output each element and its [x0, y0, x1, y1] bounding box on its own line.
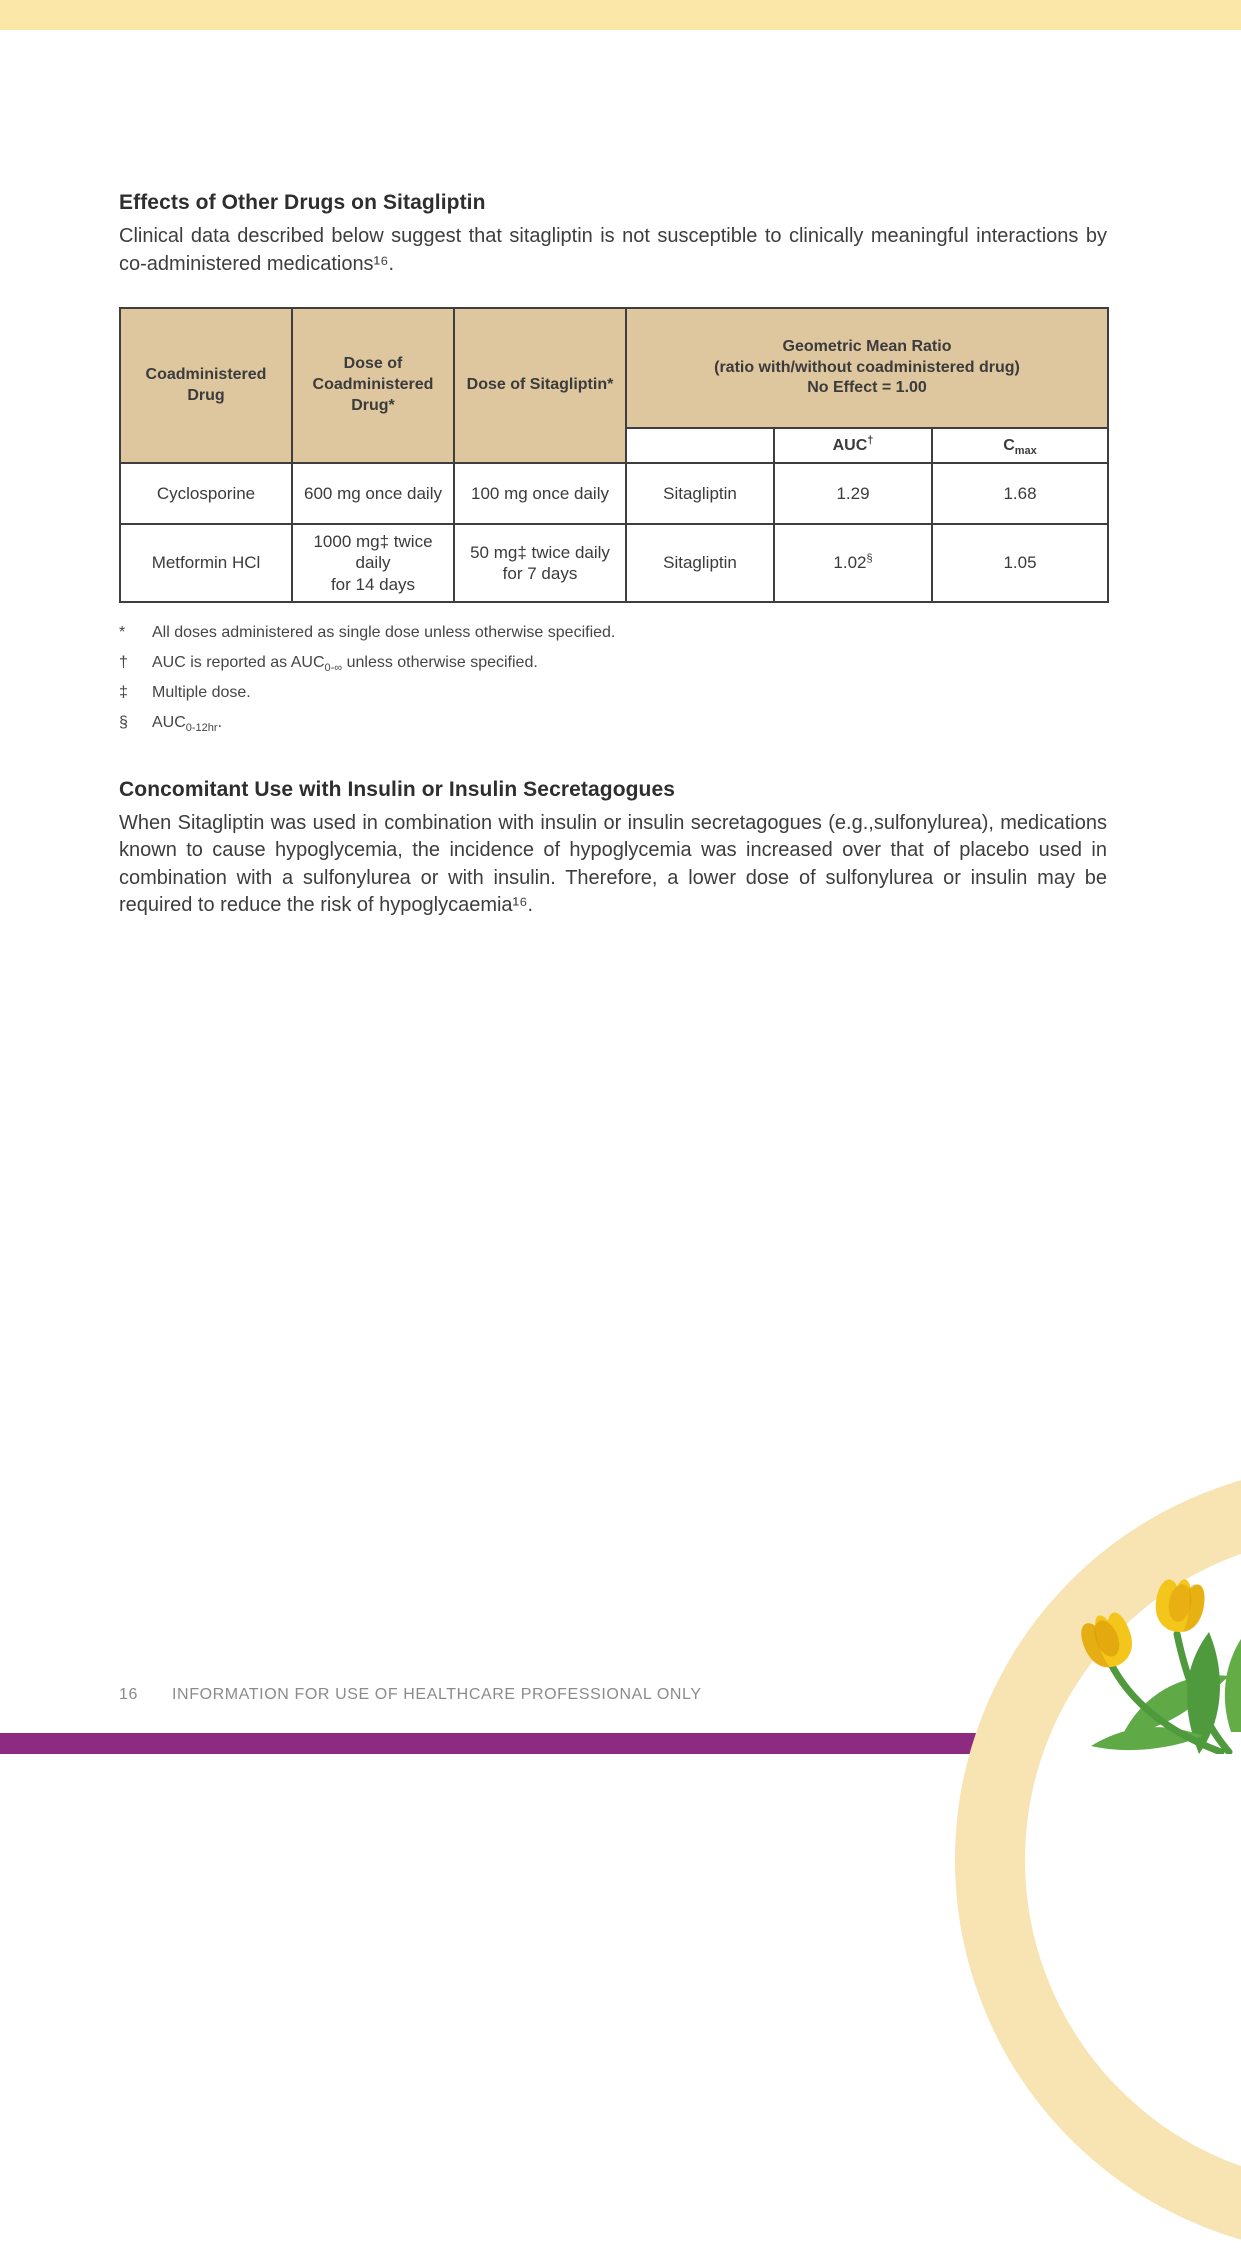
- auc-value-symbol: §: [866, 552, 873, 565]
- cell-analyte: Sitagliptin: [626, 524, 774, 602]
- top-banner: [0, 0, 1241, 30]
- subheader-cmax: [932, 428, 1108, 463]
- footnote-text-sub: 0-12hr: [185, 721, 218, 734]
- section1-paragraph: Clinical data described below suggest that sitagliptin is not susceptible to clinically meaningful interactions by co-administered medications¹⁶.: [119, 225, 1107, 275]
- tulips-illustration: [941, 1484, 1241, 1754]
- auc-label: AUC: [832, 436, 868, 454]
- footnote-symbol: †: [119, 653, 128, 671]
- header-dose-coadministered: Dose of Coadministered Drug*: [292, 308, 454, 463]
- subheader-empty-cell: [626, 428, 774, 463]
- footnote-text-pre: All doses administered as single dose unless otherwise specified.: [152, 623, 616, 641]
- cell-analyte: Sitagliptin: [626, 463, 774, 524]
- cmax-label: C: [1003, 436, 1015, 454]
- footnote-text: [152, 713, 222, 733]
- gmr-line2: (ratio with/without coadministered drug): [714, 358, 1020, 376]
- subheader-auc: [774, 428, 932, 463]
- footnote-text-pre: Multiple dose.: [152, 683, 251, 701]
- footnote-text-pre: AUC is reported as AUC: [152, 653, 325, 671]
- dose-line1: 50 mg‡ twice daily: [470, 542, 610, 562]
- section2-paragraph: When Sitagliptin was used in combination with insulin or insulin secretagogues (e.g.,sulfonylurea), medications known to cause hypoglycemia, the incidence of hypoglycemia was increased over that of placebo used in combination with a sulfonylurea or with insulin. Therefore, a lower dose of sulfonylurea or insulin may be required to reduce the risk of hypoglycaemia¹⁶.: [119, 812, 1107, 917]
- footnote-text: [152, 683, 251, 703]
- footnote-text-sub: 0-∞: [324, 661, 343, 674]
- footnotes: [119, 623, 1107, 733]
- dose-line1: 600 mg once daily: [304, 483, 442, 503]
- header-geometric-mean-ratio: [626, 308, 1108, 428]
- table-header-row: [120, 308, 1108, 428]
- cell-drug: Cyclosporine: [120, 463, 292, 524]
- section1-heading: Effects of Other Drugs on Sitagliptin: [119, 191, 486, 214]
- footnote-symbol: ‡: [119, 683, 128, 701]
- page-footer: [119, 1686, 702, 1704]
- dose-line1: 100 mg once daily: [471, 483, 609, 503]
- cell-dose-coadmin: [292, 463, 454, 524]
- cell-drug: Metformin HCl: [120, 524, 292, 602]
- footnote-text: [152, 653, 538, 673]
- auc-value: 1.02: [833, 553, 867, 573]
- footnote-symbol: *: [119, 623, 126, 641]
- page-number: 16: [119, 1686, 138, 1703]
- section2-heading: Concomitant Use with Insulin or Insulin Secretagogues: [119, 777, 676, 801]
- footnote-text-pre: AUC: [152, 713, 186, 731]
- footnote-text-post: .: [217, 713, 223, 731]
- cell-dose-coadmin: [292, 524, 454, 602]
- footnote-text-post: unless otherwise specified.: [342, 653, 538, 671]
- header-dose-sitagliptin: Dose of Sitagliptin*: [454, 308, 626, 463]
- cell-cmax-value: 1.05: [932, 524, 1108, 602]
- cmax-subscript: max: [1014, 444, 1037, 457]
- tulip-flower: [1075, 1607, 1139, 1674]
- footnote-text: [152, 623, 615, 643]
- dose-line1: 1000 mg‡ twice daily: [313, 532, 433, 573]
- footnote-dagger: [119, 653, 1107, 673]
- dose-line2: for 7 days: [502, 563, 578, 583]
- footnote-section-sign: [119, 713, 1107, 733]
- drug-interaction-table: [119, 307, 1109, 603]
- cell-dose-sitagliptin: [454, 463, 626, 524]
- header-coadministered-drug: Coadministered Drug: [120, 308, 292, 463]
- cell-cmax-value: 1.68: [932, 463, 1108, 524]
- footer-text: INFORMATION FOR USE OF HEALTHCARE PROFESSIONAL ONLY: [172, 1686, 702, 1703]
- section2: [119, 777, 1107, 920]
- gmr-line1: Geometric Mean Ratio: [782, 337, 952, 355]
- footnote-asterisk: [119, 623, 1107, 643]
- auc-value: 1.29: [836, 483, 870, 503]
- tulip-flower: [1151, 1575, 1208, 1636]
- dose-line2: for 14 days: [330, 574, 416, 594]
- gmr-line3: No Effect = 1.00: [807, 379, 927, 397]
- footnote-double-dagger: [119, 683, 1107, 703]
- cell-auc-value: [774, 524, 932, 602]
- auc-dagger: †: [867, 434, 874, 447]
- tulip-leaf: [1225, 1639, 1241, 1732]
- footnote-symbol: §: [119, 713, 128, 731]
- page-content: [119, 190, 1107, 920]
- table-row-cyclosporine: [120, 463, 1108, 524]
- cell-dose-sitagliptin: [454, 524, 626, 602]
- table-row-metformin: [120, 524, 1108, 602]
- cell-auc-value: [774, 463, 932, 524]
